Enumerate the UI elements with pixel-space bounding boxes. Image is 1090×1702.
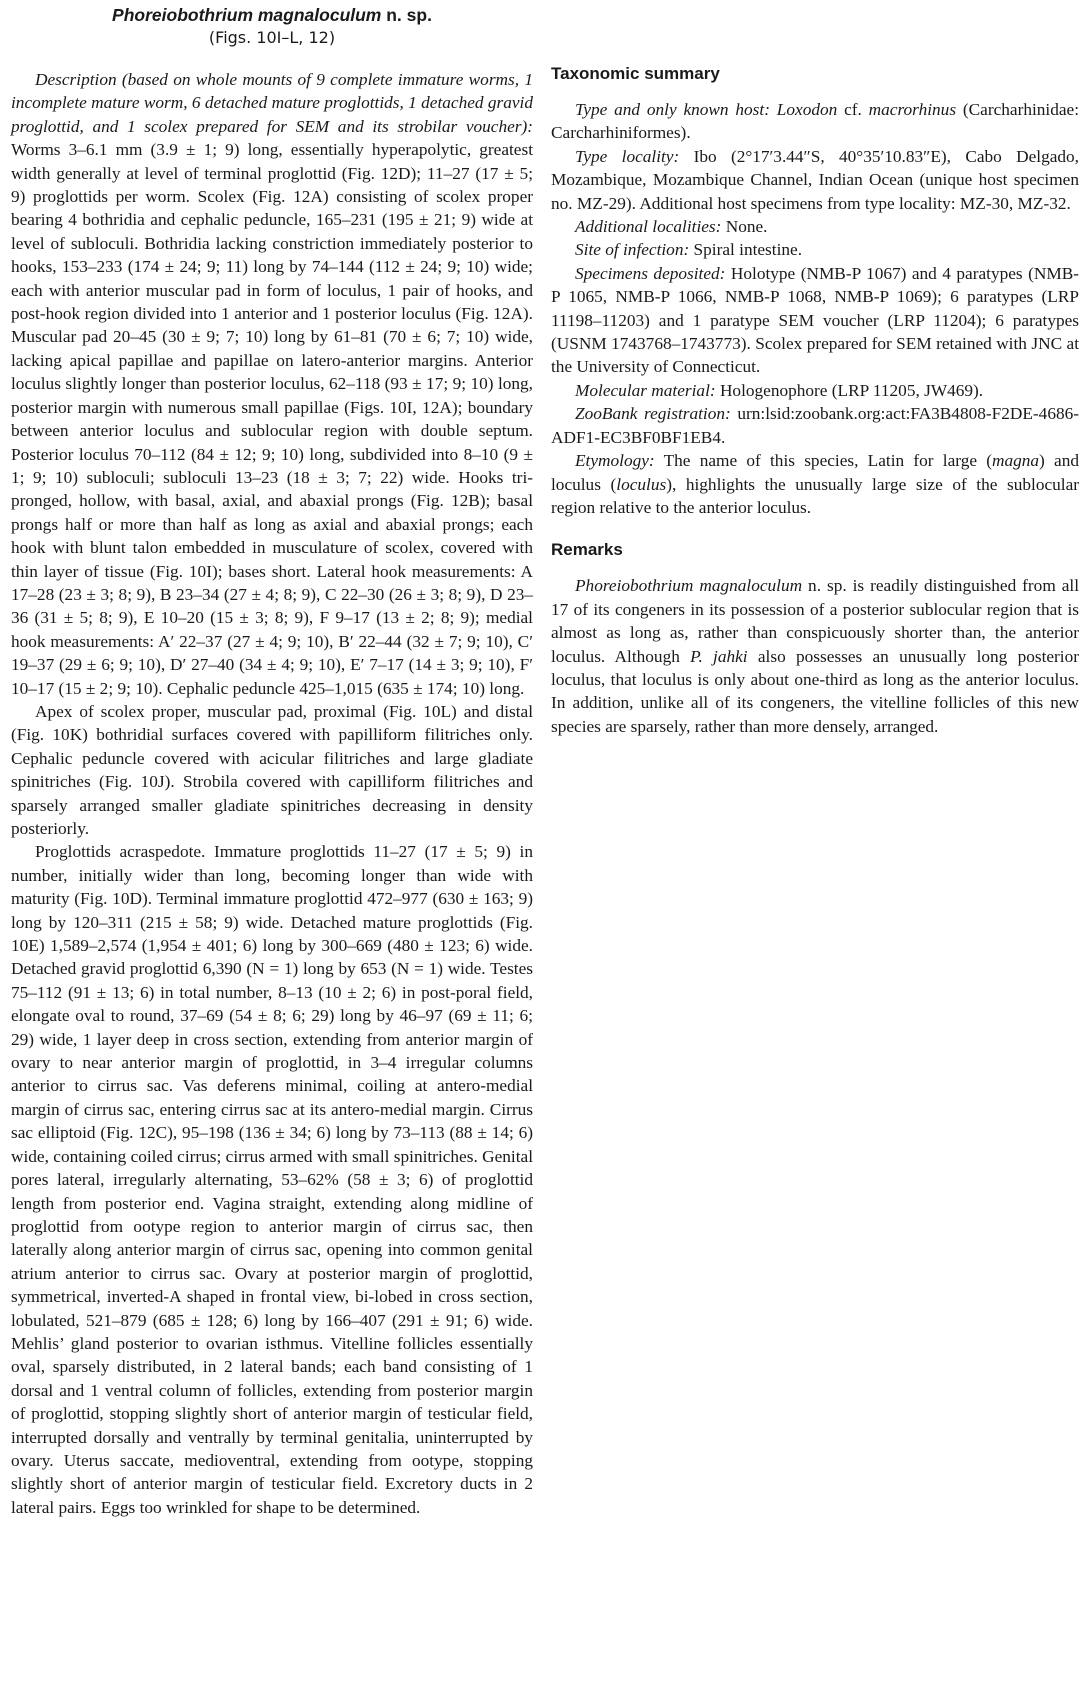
additional-localities-entry bbox=[551, 215, 1079, 238]
remarks-paragraph bbox=[551, 574, 1079, 738]
host-species: macrorhinus bbox=[868, 100, 957, 119]
species-header bbox=[11, 4, 533, 49]
etymology-text: The name of this species, Latin for large ( bbox=[654, 451, 992, 471]
host-genus: Loxodon bbox=[776, 100, 838, 119]
etymology-term-magna: magna bbox=[992, 451, 1040, 471]
etymology-text: ) and loculus ( bbox=[551, 451, 1079, 494]
host-entry bbox=[551, 98, 1079, 145]
type-locality-entry bbox=[551, 145, 1079, 215]
type-locality-label: Type locality: bbox=[575, 146, 680, 166]
molecular-material-entry bbox=[551, 379, 1079, 402]
species-title bbox=[11, 4, 533, 27]
additional-localities-text: None. bbox=[721, 217, 768, 237]
proglottid-paragraph: Proglottids acraspedote. Immature proglottids 11–27 (17 ± 5; 9) in number, initially wider than long, becoming longer than wide with maturity (Fig. 10D). Terminal immature proglottid 472–977 (630 ± 163; 9) long by 120–311 (215 ± 58; 9) wide. Detached mature proglottids (Fig. 10E) 1,589–2,574 (1,954 ± 401; 6) long by 300–669 (480 ± 123; 6) wide. Detached gravid proglottid 6,390 (N = 1) long by 653 (N = 1) wide. Testes 75–112 (91 ± 13; 6) in total number, 8–13 (10 ± 2; 6) in post-poral field, elongate oval to round, 37–69 (54 ± 8; 6; 29) long by 46–97 (69 ± 11; 6; 29) wide, 1 layer deep in cross section, extending from anterior margin of ovary to near anterior margin of proglottid, in 3–4 irregular columns anterior to cirrus sac. Vas deferens minimal, coiling at antero-medial margin of cirrus sac, entering cirrus sac at its antero-medial margin. Cirrus sac elliptoid (Fig. 12C), 95–198 (136 ± 34; 6) long by 73–113 (88 ± 14; 6) wide, containing coiled cirrus; cirrus armed with small spinitriches. Genital pores lateral, irregularly alternating, 53–62% (58 ± 3; 6) of proglottid length from posterior end. Vagina straight, extending along midline of proglottid from ootype region to anterior margin of cirrus sac, then laterally along anterior margin of cirrus sac, opening into common genital atrium anterior to cirrus sac. Ovary at posterior margin of proglottid, symmetrical, inverted-A shaped in frontal view, bi-lobed in cross section, lobulated, 521–879 (685 ± 128; 6) long by 166–407 (291 ± 91; 6) wide. Mehlis’ gland posterior to ovarian isthmus. Vitelline follicles essentially oval, sparsely distributed, in 2 lateral bands; each band consisting of 1 dorsal and 1 ventral column of follicles, extending from posterior margin of proglottid, stopping slightly short of anterior margin of testicular field, interrupted dorsally and ventrally by terminal genitalia, uninterrupted by ovary. Uterus saccate, medioventral, extending from ootype, stopping slightly short of anterior margin of testicular field. Excretory ducts in 2 lateral pairs. Eggs too wrinkled for shape to be determined. bbox=[11, 842, 533, 1517]
zoobank-lsid: urn:lsid:zoobank.org:act:FA3B4808-F2DE-4686-ADF1-EC3BF0BF1EB4. bbox=[551, 404, 1079, 447]
site-of-infection-text: Spiral intestine. bbox=[689, 240, 803, 260]
remarks-heading: Remarks bbox=[551, 540, 623, 560]
remarks-species-name: Phoreiobothrium magnaloculum bbox=[575, 576, 803, 596]
molecular-material-text: Hologenophore (LRP 11205, JW469). bbox=[715, 380, 984, 400]
description-text: Worms 3–6.1 mm (3.9 ± 1; 9) long, essentially hyperapolytic, greatest width generally at level of terminal proglottid (Fig. 12D); 11–27 (17 ± 5; 9) proglottids per worm. Scolex (Fig. 12A) consisting of scolex proper bearing 4 bothridia and cephalic peduncle, 165–231 (195 ± 21; 9) wide at level of subloculi. Bothridia lacking constriction immediately posterior to hooks, 153–233 (174 ± 24; 9; 11) long by 74–144 (112 ± 24; 9; 10) wide; each with anterior muscular pad in form of loculus, 1 pair of hooks, and post-hook region divided into 1 anterior and 1 posterior loculus (Fig. 12A). Muscular pad 20–45 (30 ± 9; 7; 10) long by 61–81 (70 ± 6; 7; 10) wide, lacking apical papillae and papillae on latero-anterior margins. Anterior loculus slightly longer than posterior loculus, 62–118 (93 ± 17; 9; 10) long, posterior margin with numerous small papillae (Figs. 10I, 12A); boundary between anterior loculus and sublocular region with double septum. Posterior loculus 70–112 (84 ± 12; 9; 10) long, subdivided into 8–10 (9 ± 1; 9; 10) subloculi; subloculi 13–23 (18 ± 3; 7; 22) wide. Hooks tri-pronged, hollow, with basal, axial, and abaxial prongs (Fig. 12B); basal prongs half or more than half as long as axial and abaxial prongs; each hook with blunt talon embedded in musculature of scolex, covered with thin layer of tissue (Fig. 10I); bases short. Lateral hook measurements: A 17–28 (23 ± 3; 8; 9), B 23–34 (27 ± 4; 8; 9), C 22–30 (26 ± 3; 8; 9), D 23–36 (31 ± 5; 8; 9), E 10–20 (15 ± 3; 8; 9), F 9–17 (13 ± 2; 8; 9); medial hook measurements: A′ 22–37 (27 ± 4; 9; 10), B′ 22–44 (32 ± 7; 9; 10), C′ 19–37 (29 ± 6; 9; 10), D′ 27–40 (34 ± 4; 9; 10), E′ 7–17 (14 ± 3; 9; 10), F′ 10–17 (15 ± 2; 9; 10). Cephalic peduncle 425–1,015 (635 ± 174; 10) long. bbox=[11, 140, 533, 698]
molecular-material-label: Molecular material: bbox=[575, 380, 716, 400]
etymology-term-loculus: loculus bbox=[616, 474, 667, 494]
description-paragraph bbox=[11, 68, 533, 700]
surface-features-paragraph: Apex of scolex proper, muscular pad, proximal (Fig. 10L) and distal (Fig. 10K) bothridial surfaces covered with papilliform filitriches only. Cephalic peduncle covered with acicular filitriches and large gladiate spinitriches (Fig. 10J). Strobila covered with capilliform filitriches and sparsely arranged smaller gladiate spinitriches decreasing in density posteriorly. bbox=[11, 701, 533, 838]
etymology-text: ), highlights the unusually large size of the sublocular region relative to the anterior loculus. bbox=[551, 474, 1079, 517]
specimens-deposited-text: Holotype (NMB-P 1067) and 4 paratypes (NMB-P 1065, NMB-P 1066, NMB-P 1068, NMB-P 1069); 6 paratypes (LRP 11198–11203) and 1 paratype SEM voucher (LRP 11204); 6 paratypes (USNM 1743768–1743773). Scolex prepared for SEM retained with JNC at the University of Connecticut. bbox=[551, 263, 1079, 377]
species-name: Phoreiobothrium magnaloculum bbox=[112, 5, 382, 25]
host-cf: cf. bbox=[837, 100, 869, 119]
additional-localities-label: Additional localities: bbox=[575, 217, 722, 237]
taxonomic-summary-heading: Taxonomic summary bbox=[551, 64, 720, 83]
etymology-label: Etymology: bbox=[575, 451, 655, 471]
description-label: Description (based on whole mounts of 9 complete immature worms, 1 incomplete mature worm, 6 detached mature proglottids, 1 detached gravid proglottid, and 1 scolex prepared for SEM and its strobilar voucher): bbox=[11, 70, 533, 136]
site-of-infection-entry bbox=[551, 238, 1079, 261]
host-label: Type and only known host: bbox=[575, 100, 770, 119]
new-species-label: n. sp. bbox=[381, 5, 432, 25]
figure-reference: (Figs. 10I–L, 12) bbox=[208, 28, 336, 47]
type-locality-text: Ibo (2°17′3.44″S, 40°35′10.83″E), Cabo Delgado, Mozambique, Mozambique Channel, Indian Ocean (unique host specimen no. MZ-29). Additional host specimens from type locality: MZ-30, MZ-32. bbox=[551, 146, 1079, 213]
specimens-deposited-entry bbox=[551, 262, 1079, 379]
zoobank-label: ZooBank registration: bbox=[575, 404, 731, 424]
site-of-infection-label: Site of infection: bbox=[575, 240, 690, 260]
remarks-congener-name: P. jahki bbox=[690, 646, 748, 666]
etymology-entry bbox=[551, 449, 1079, 519]
zoobank-entry bbox=[551, 402, 1079, 449]
host-family: (Carcharhinidae: Carcharhiniformes). bbox=[551, 100, 1079, 143]
remarks-text: n. sp. is readily distinguished from all 17 of its congeners in its possession of a posterior sublocular region that is almost as long as, rather than conspicuously shorter than, the anterior loculus. Although bbox=[551, 576, 1079, 666]
remarks-text: also possesses an unusually long posterior loculus, that loculus is only about one-third as long as the anterior loculus. In addition, unlike all of its congeners, the vitelline follicles of this new species are sparsely, rather than more densely, arranged. bbox=[551, 646, 1079, 736]
specimens-deposited-label: Specimens deposited: bbox=[575, 263, 726, 283]
right-column bbox=[551, 60, 1079, 738]
left-column bbox=[11, 0, 533, 1519]
